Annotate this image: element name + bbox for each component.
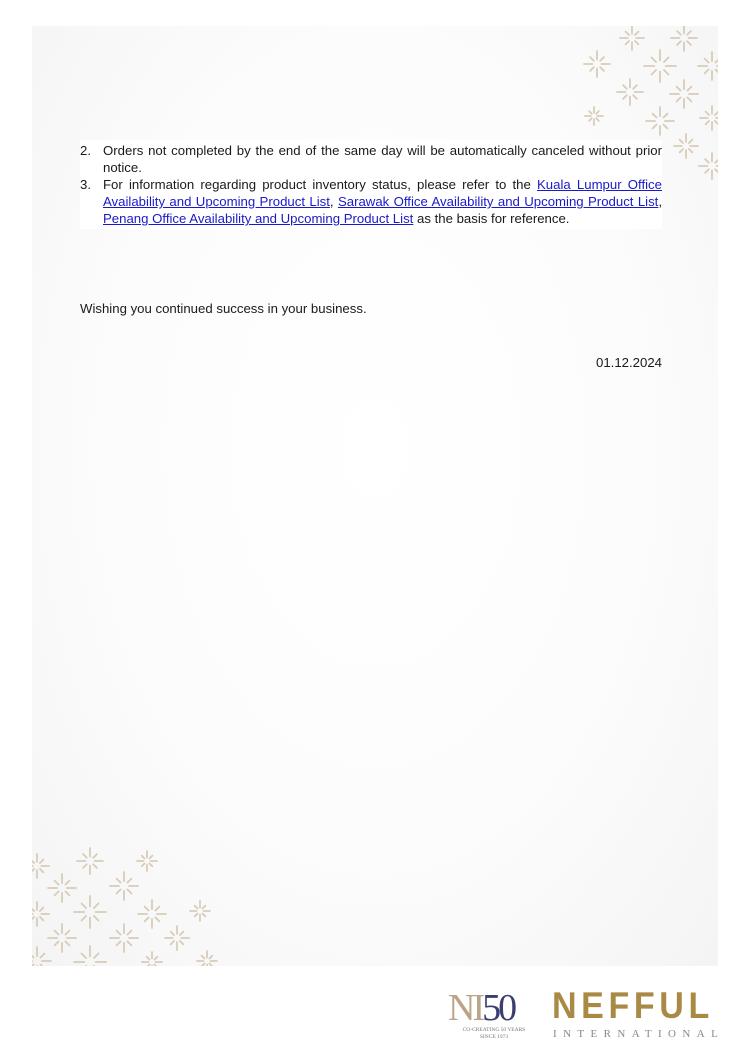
list-number: 2. bbox=[80, 143, 91, 158]
document-date: 01.12.2024 bbox=[595, 355, 662, 370]
tagline-line1: CO-CREATING 50 YEARS bbox=[462, 1027, 526, 1033]
list-item bbox=[80, 142, 662, 176]
n50-anniversary-logo bbox=[448, 988, 514, 1028]
terms-list bbox=[80, 142, 662, 227]
link-kuala-lumpur-product-list[interactable]: Kuala Lumpur Office Availability and Upcoming Product List bbox=[103, 177, 662, 209]
separator: , bbox=[658, 194, 663, 209]
list-text-after: as the basis for reference. bbox=[413, 211, 570, 226]
list-number: 3. bbox=[80, 177, 91, 192]
logo-50: 50 bbox=[482, 987, 515, 1029]
link-penang-product-list[interactable]: Penang Office Availability and Upcoming Product List bbox=[103, 211, 414, 226]
list-item bbox=[80, 176, 662, 227]
logo-n: N bbox=[448, 987, 473, 1029]
terms-list-box bbox=[80, 140, 662, 229]
logo-i: I bbox=[472, 987, 483, 1029]
brand-subtitle: INTERNATIONAL bbox=[553, 1028, 725, 1040]
sparkle-decoration-bottom-left-icon bbox=[32, 836, 232, 966]
separator: , bbox=[329, 194, 338, 209]
document-body bbox=[80, 140, 662, 229]
link-sarawak-product-list[interactable]: Sarawak Office Availability and Upcoming Product List bbox=[337, 194, 659, 209]
nefful-brand-logo: NEFFUL bbox=[552, 985, 714, 1026]
anniversary-tagline bbox=[450, 1027, 538, 1041]
list-text-before: For information regarding product inventory status, please refer to the bbox=[103, 177, 538, 192]
list-text bbox=[103, 176, 662, 227]
tagline-line2: SINCE 1973 bbox=[479, 1034, 509, 1040]
list-text: Orders not completed by the end of the same day will be automatically canceled without prior notice. bbox=[103, 143, 662, 175]
footer-logos bbox=[448, 985, 725, 1044]
closing-text: Wishing you continued success in your business. bbox=[80, 301, 367, 316]
